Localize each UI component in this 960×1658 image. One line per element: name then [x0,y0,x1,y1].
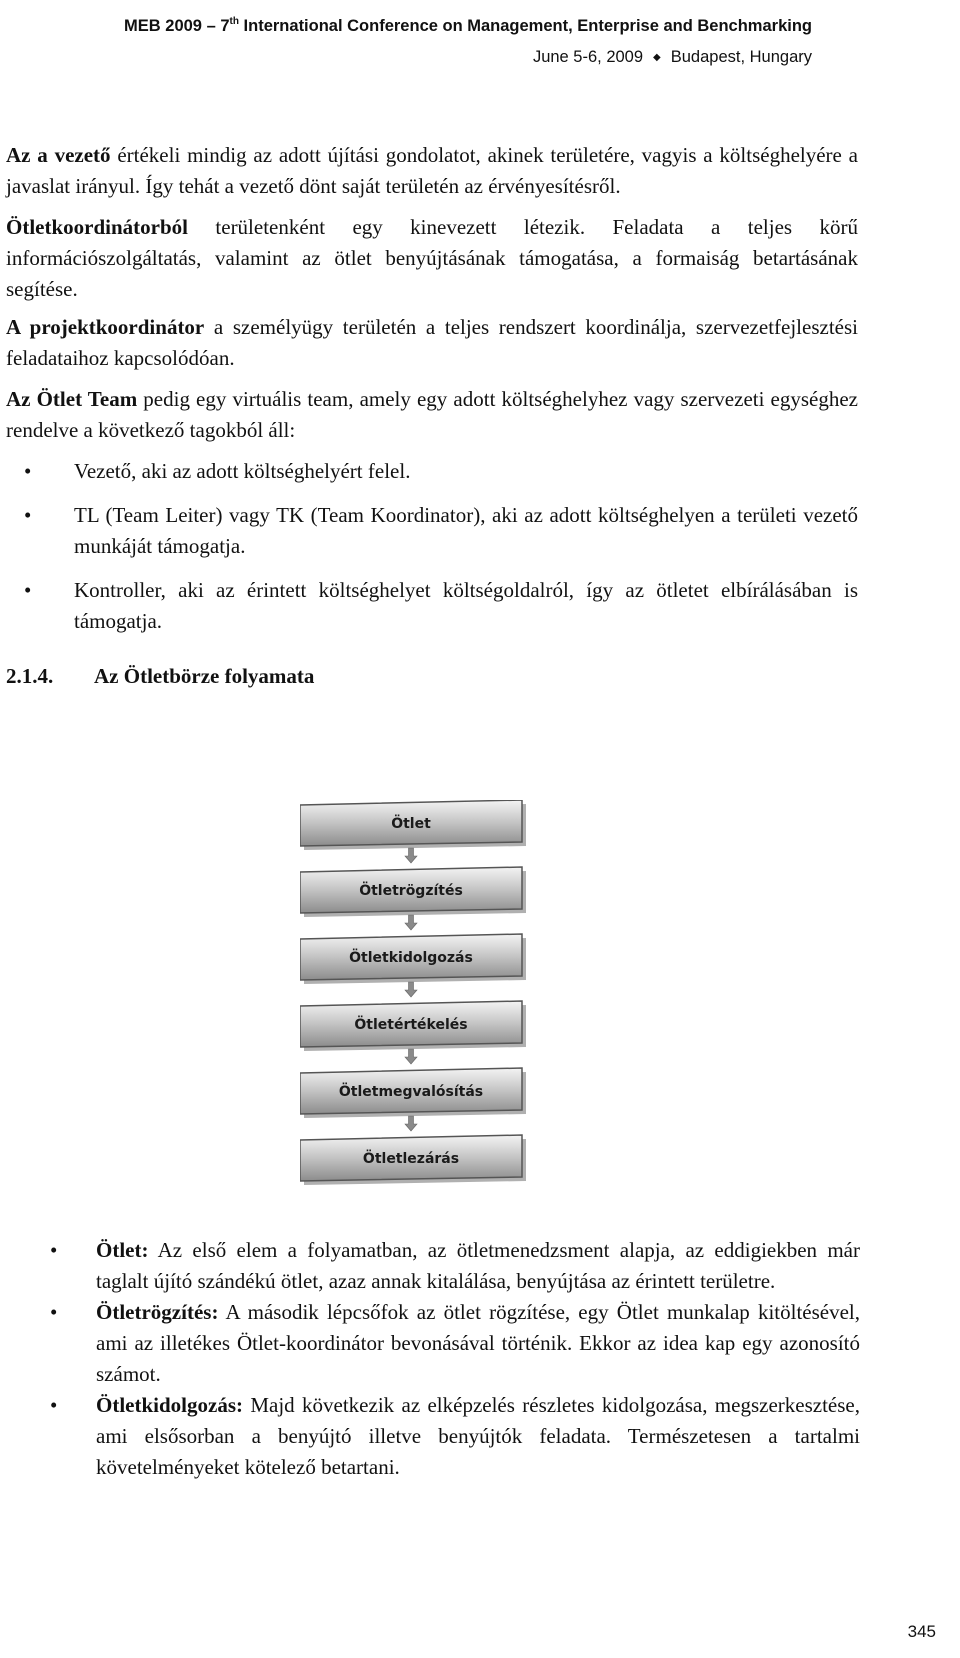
conference-location: Budapest, Hungary [670,48,812,66]
conference-date: June 5-6, 2009 [532,48,644,66]
list-item: • TL (Team Leiter) vagy TK (Team Koordinator), aki az adott költséghelyen a területi vezető munkáját támogatja. [6,500,858,562]
step-label: Ötletkidolgozás [349,950,473,966]
down-arrow-icon [405,982,417,997]
list-item: • Vezető, aki az adott költséghelyért felel. [6,456,858,487]
process-flow-diagram [300,800,600,1210]
paragraph-otletkoordinator: Ötletkoordinátorból területenként egy kinevezett létezik. Feladata a teljes körű információszolgáltatás, valamint az ötlet benyújtásának támogatása, a formaiság betartásának segítése. [6,215,858,301]
list-item: • Ötlet: Az első elem a folyamatban, az ötletmenedzsment alapja, az eddigiekben már taglalt újító szándékú ötlet, azaz annak kitalálása, benyújtása az érintett területre. [50,1235,860,1297]
process-step [300,867,526,917]
down-arrow-icon [405,1116,417,1131]
step-descriptions [50,1235,860,1483]
page-number: 345 [907,1622,936,1641]
process-flow-svg [300,800,600,1210]
down-arrow-icon [405,1049,417,1064]
team-member-list [6,456,858,637]
bullet-icon: • [24,459,32,483]
conference-date-location [124,42,812,75]
section-title: Az Ötletbörze folyamata [94,664,315,688]
step-label: Ötletmegvalósítás [338,1084,484,1100]
paragraph-projektkoordinator: A projektkoordinátor a személyügy területén a teljes rendszert koordinálja, szervezetfejlesztési feladataihoz kapcsolódóan. [6,315,858,370]
step-label: Ötlet [391,816,431,832]
list-item: • Ötletrögzítés: A második lépcsőfok az ötlet rögzítése, egy Ötlet munkalap kitöltésével, ami az illetékes Ötlet-koordinátor bevonásával történik. Ekkor az idea kap egy azonosító számot. [50,1297,860,1390]
process-step [300,800,526,850]
bullet-icon: • [24,578,32,602]
section-heading [6,661,858,692]
step-label: Ötletlezárás [362,1151,460,1167]
list-item: • Ötletkidolgozás: Majd következik az elképzelés részletes kidolgozása, megszerkesztése, ami elsősorban a benyújtó illetve benyújtók feladata. Természetesen a tartalmi követelményeket kötelező betartani. [50,1390,860,1483]
paragraph-vezeto: Az a vezető értékeli mindig az adott újítási gondolatot, akinek területére, vagyis a költséghelyére a javaslat irányul. Így tehát a vezető dönt saját területén az érvényesítésről. [6,143,858,198]
down-arrow-icon [405,915,417,930]
body-text [6,140,858,692]
process-step [300,934,526,984]
step-description-list [50,1235,860,1483]
process-step [300,1068,526,1118]
bullet-icon: • [24,503,32,527]
bullet-icon: • [50,1393,58,1417]
process-step [300,1001,526,1051]
down-arrow-icon [405,848,417,863]
bullet-icon: • [50,1238,58,1262]
section-number: 2.1.4. [6,664,54,688]
step-label: Ötletrögzítés [359,883,463,899]
diamond-separator-icon: ◆ [653,52,661,63]
bullet-icon: • [50,1300,58,1324]
page-header [124,6,812,75]
process-step [300,1135,526,1185]
paragraph-otlet-team: Az Ötlet Team pedig egy virtuális team, amely egy adott költséghelyhez vagy szervezeti egységhez rendelve a következő tagokból áll: [6,387,858,442]
step-label: Ötletértékelés [354,1017,468,1033]
conference-title: MEB 2009 – 7th International Conference on Management, Enterprise and Benchmarking [124,16,812,35]
list-item: • Kontroller, aki az érintett költséghelyet költségoldalról, így az ötletet elbírálásában is támogatja. [6,575,858,637]
